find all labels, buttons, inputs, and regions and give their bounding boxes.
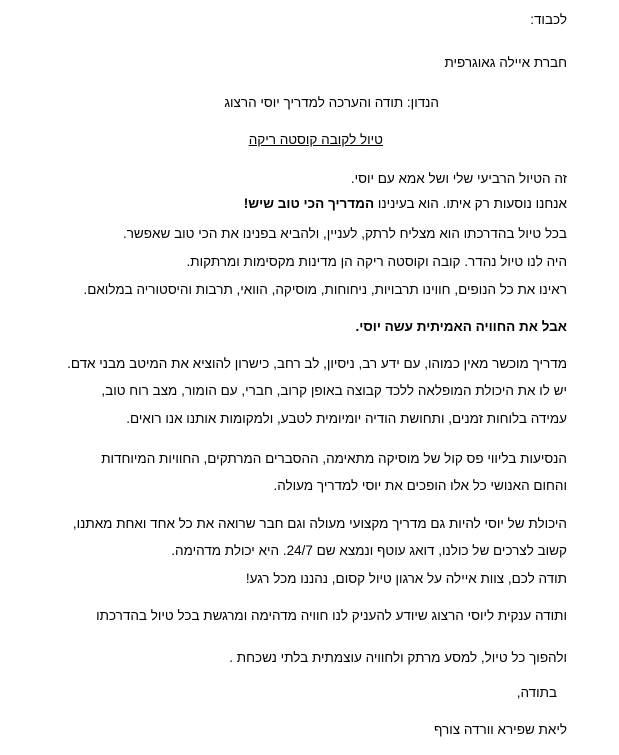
p5-line: ותודה ענקית ליוסי הרצוג שיודע להעניק לנו חוויה מדהימה ומרגשת בכל טיול בהדרכתו: [96, 608, 567, 623]
p1-line-2: [244, 194, 567, 214]
section-heading: אבל את החוויה האמיתית עשה יוסי.: [355, 319, 567, 334]
p1-line-2-text: אנחנו נוסעות רק איתו. הוא בעינינו: [377, 196, 567, 211]
p6-line: ולהפוך כל טיול, למסע מרתק ולחוויה עוצמתית בלתי נשכחת .: [229, 650, 567, 665]
trip-title: טיול לקובה קוסטה ריקה: [248, 132, 383, 147]
recipient: חברת איילה גאוגרפית: [444, 55, 567, 70]
p1-best-guide: המדריך הכי טוב שיש!: [243, 196, 375, 211]
p3-line-2: והחום האנושי כל אלו הופכים את יוסי למדריך מעולה.: [273, 478, 567, 493]
p2-line-3: עמידה בלוחות זמנים, ותחושת הודיה יומיומית לטבע, ולמקומות אותנו אנו רואים.: [126, 411, 567, 426]
p4-line-2: קשוב לצרכים של כולנו, דואג עוטף ונמצא שם 24/7. היא יכולת מדהימה.: [171, 543, 567, 558]
p1-line-4: היה לנו טיול נהדר. קובה וקוסטה ריקה הן מדינות מקסימות ומרתקות.: [186, 254, 567, 269]
subject-line: הנדון: תודה והערכה למדריך יוסי הרצוג: [224, 95, 439, 110]
p3-line-1: הנסיעות בליווי פס קול של מוסיקה מתאימה, ההסברים המרתקים, החוויות המיוחדות: [101, 451, 567, 466]
p1-line-3: בכל טיול בהדרכתו הוא מצליח לרתק, לעניין, ולהביא בפנינו את הכי טוב שאפשר.: [122, 226, 567, 241]
closing: בתודה,: [516, 685, 557, 700]
p2-line-2: יש לו את היכולת המופלאה ללכד קבוצה באופן קרוב, חברי, עם הומור, מצב רוח טוב,: [101, 383, 567, 398]
p1-line-5: ראינו את כל הנופים, חווינו תרבויות, ניחוחות, מוסיקה, הוואי, תרבות והיסטוריה במלואם.: [83, 282, 567, 297]
p2-line-1: מדריך מוכשר מאין כמוהו, עם ידע רב, ניסיון, לב רחב, כישרון להוציא את המיטב מבני אדם.: [67, 356, 567, 371]
signature: ליאת שפירא וורדה צורף: [434, 722, 567, 737]
p1-line-1: זה הטיול הרביעי שלי ושל אמא עם יוסי.: [350, 171, 567, 186]
p4-line-3: תודה לכם, צוות איילה על ארגון טיול קסום, נהננו מכל רגע!: [245, 571, 567, 586]
p4-line-1: היכולת של יוסי להיות גם מדריך מקצועי מעולה וגם חבר שרואה את כל אחד ואחת מאתנו,: [72, 516, 567, 531]
salutation: לכבוד:: [530, 12, 567, 27]
